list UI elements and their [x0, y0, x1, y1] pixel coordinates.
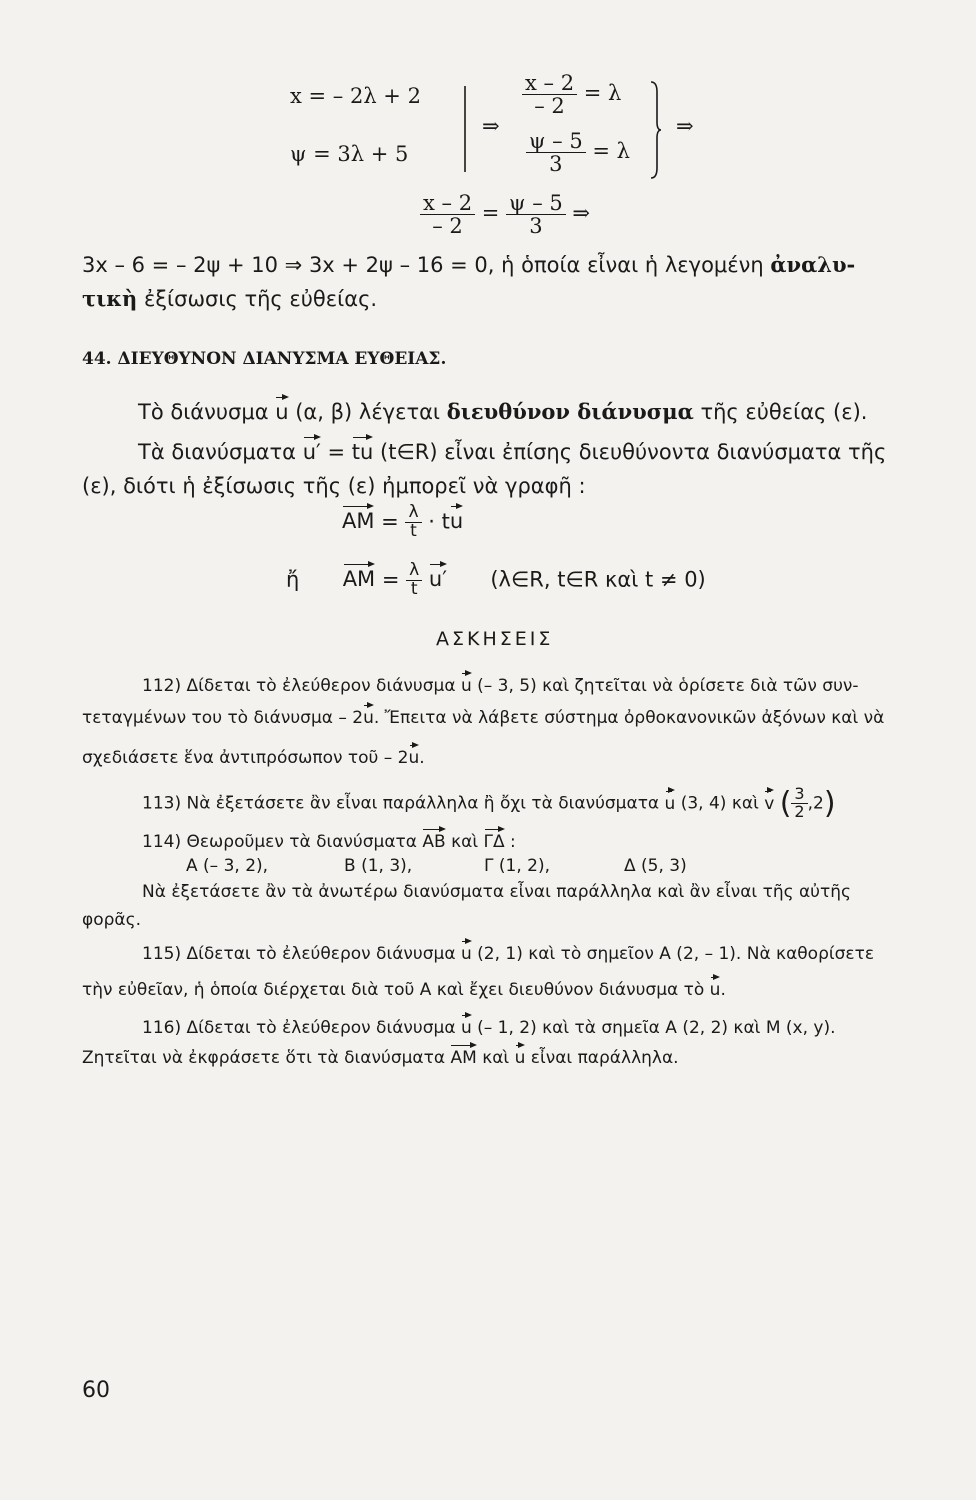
line-equation-text [82, 252, 855, 277]
formula1 [342, 504, 463, 541]
line-equation-cont-text: ἐξίσωσις τῆς εὐθείας. [144, 287, 378, 311]
combined-right-num: ψ – 5 [506, 192, 566, 215]
ex112-vector-u: u [460, 676, 472, 696]
formula2-den: t [410, 578, 418, 599]
p2-eq: = [327, 440, 346, 464]
system-frac1 [522, 72, 621, 117]
exercises-title: ΑΣΚΗΣΕΙΣ [436, 628, 554, 650]
formula1-vector-u: u [449, 509, 464, 534]
frac1-den: – 2 [534, 94, 565, 119]
def-pre: Τὸ διάνυσμα [138, 400, 269, 424]
p2-mid: (t∈R) εἶναι ἐπίσης διευθύνοντα διανύσματα τῆς [380, 440, 887, 464]
ex115-b: (2, 1) καὶ τὸ σημεῖον A (2, – 1). Νὰ καθορίσετε [477, 944, 875, 964]
ex115-a: 115) Δίδεται τὸ ἐλεύθερον διάνυσμα [142, 944, 456, 964]
ex114-line1 [142, 832, 516, 852]
ex115-line1 [142, 944, 874, 964]
ex114-c: : [510, 832, 516, 852]
system-frac2 [526, 130, 630, 175]
page-number: 60 [82, 1378, 110, 1403]
formula1-vector-am: AM [342, 509, 375, 534]
system-brace-left [462, 84, 476, 174]
ex112-f: . [419, 748, 425, 768]
system-brace-right [648, 80, 662, 180]
line-equation-bold2: τικὴ [82, 286, 138, 311]
def-vector-u: u [275, 400, 289, 424]
system-arrow-2: ⇒ [676, 114, 694, 138]
ex114-a: 114) Θεωροῦμεν τὰ διανύσματα [142, 832, 417, 852]
formula2-vector-am: AM [342, 567, 376, 592]
combined-left-num: x – 2 [420, 192, 475, 215]
ex114-point-a: A (– 3, 2), [186, 856, 269, 876]
ex114-vector-ab: AB [422, 832, 446, 852]
system-eq1: x = – 2λ + 2 [290, 84, 421, 108]
ex115-vector-u-2: u [709, 980, 721, 1000]
ex112-vector-u-3: u [408, 748, 420, 768]
ex114-vector-gd: ΓΔ [483, 832, 505, 852]
combined-equals: = [481, 201, 500, 226]
ex115-vector-u: u [460, 944, 472, 964]
formula1-num: λ [405, 504, 421, 523]
ex114-point-g: Γ (1, 2), [484, 856, 550, 876]
formula1-eq: = [381, 509, 399, 534]
line-equation-cont [82, 286, 377, 311]
ex113-den: 2 [794, 802, 805, 821]
ex114-line3: Νὰ ἐξετάσετε ἂν τὰ ἀνωτέρω διανύσματα εἶναι παράλληλα καὶ ἂν εἶναι τῆς αὐτῆς [142, 882, 852, 902]
ex112-a: 112) Δίδεται τὸ ἐλεύθερον διάνυσμα [142, 676, 456, 696]
ex113-num: 3 [791, 786, 807, 804]
ex112-c: τεταγμένων του τὸ διάνυσμα – 2 [82, 708, 364, 728]
formula2-eq: = [381, 567, 400, 592]
ex116-d: καὶ [482, 1048, 510, 1068]
ex116-c: Ζητεῖται νὰ ἐκφράσετε ὅτι τὰ διανύσματα [82, 1048, 446, 1068]
formula2-num: λ [406, 562, 422, 581]
ex112-b: (– 3, 5) καὶ ζητεῖται νὰ ὁρίσετε διὰ τῶν συν- [477, 676, 859, 696]
ex113-c: ,2 [807, 793, 824, 814]
system-eq2: ψ = 3λ + 5 [290, 142, 409, 166]
ex115-d: . [720, 980, 726, 1000]
ex115-line2 [82, 980, 726, 1000]
formula2 [286, 562, 706, 599]
paragraph2-line2: (ε), διότι ἡ ἐξίσωσις τῆς (ε) ἠμπορεῖ νὰ γραφῆ : [82, 474, 586, 498]
ex113-b: (3, 4) καὶ [680, 793, 759, 814]
ex112-line1 [142, 676, 859, 696]
ex113-vector-u: u [664, 793, 676, 814]
ex113-vector-v: v [764, 793, 775, 814]
frac1-num: x – 2 [522, 72, 577, 95]
formula2-vector-u-prime: u′ [428, 567, 447, 592]
line-equation-bold1: ἀναλυ- [770, 252, 856, 277]
system-arrow-1: ⇒ [482, 114, 500, 138]
frac2-den: 3 [549, 152, 563, 177]
formula1-den: t [410, 520, 417, 541]
ex113-line: 113) Νὰ ἐξετάσετε ἂν εἶναι παράλληλα ἢ ὄχι τὰ διανύσματα u (3, 4) καὶ v ( $\frac{3}{2}$ ,2) [142, 784, 836, 821]
ex114-b: καὶ [451, 832, 479, 852]
combined-equation [420, 192, 590, 237]
ex116-b: (– 1, 2) καὶ τὰ σημεῖα A (2, 2) καὶ M (x, y). [477, 1018, 836, 1038]
ex114-point-b: B (1, 3), [344, 856, 413, 876]
ex116-line1 [142, 1018, 836, 1038]
combined-right-den: 3 [529, 214, 543, 239]
line-equation-main: 3x – 6 = – 2ψ + 10 ⇒ 3x + 2ψ – 16 = 0, ἡ ὁποία εἶναι ἡ λεγομένη [82, 253, 764, 277]
frac2-rhs: = λ [592, 139, 630, 164]
ex116-vector-u-2: u [514, 1048, 526, 1068]
ex116-vector-am: AM [450, 1048, 477, 1068]
ex116-e: εἶναι παράλληλα. [530, 1048, 679, 1068]
formula1-dot: · t [428, 509, 450, 534]
ex116-line2 [82, 1048, 679, 1068]
ex113-a: 113) Νὰ ἐξετάσετε ἂν εἶναι παράλληλα ἢ ὄχι τὰ διανύσματα [142, 793, 660, 814]
section-title: 44. ΔΙΕΥΘΥΝΟΝ ΔΙΑΝΥΣΜΑ ΕΥΘΕΙΑΣ. [82, 349, 447, 369]
ex114-line4: φορᾶς. [82, 910, 141, 930]
frac1-rhs: = λ [583, 81, 622, 106]
ex115-c: τὴν εὐθεῖαν, ἡ ὁποία διέρχεται διὰ τοῦ A καὶ ἔχει διευθύνον διάνυσμα τὸ [82, 980, 705, 1000]
paragraph2-line1 [138, 440, 886, 464]
ex112-d: . Ἔπειτα νὰ λάβετε σύστημα ὀρθοκανονικῶν ἀξόνων καὶ νὰ [373, 708, 885, 728]
combined-arrow: ⇒ [572, 201, 591, 226]
p2-vector-u: u [360, 440, 374, 464]
definition-line [138, 399, 867, 424]
ex112-e: σχεδιάσετε ἕνα ἀντιπρόσωπον τοῦ – 2 [82, 748, 409, 768]
p2-pre: Τὰ διανύσματα [138, 440, 297, 464]
def-bold-term: διευθύνον διάνυσμα [446, 399, 694, 424]
p2-vector-u-prime: u′ [302, 440, 321, 464]
formula2-condition: (λ∈R, t∈R καὶ t ≠ 0) [490, 567, 706, 592]
formula2-pre: ἤ [286, 567, 300, 592]
ex112-line3 [82, 748, 425, 768]
combined-left-den: – 2 [432, 214, 463, 239]
ex116-vector-u: u [460, 1018, 472, 1038]
ex112-line2 [82, 708, 884, 728]
ex116-a: 116) Δίδεται τὸ ἐλεύθερον διάνυσμα [142, 1018, 456, 1038]
def-post: τῆς εὐθείας (ε). [700, 400, 868, 424]
ex114-point-d: Δ (5, 3) [624, 856, 687, 876]
ex112-vector-u-2: u [363, 708, 374, 728]
def-mid: (α, β) λέγεται [295, 400, 441, 424]
frac2-num: ψ – 5 [526, 130, 586, 153]
p2-t: t [351, 440, 361, 464]
